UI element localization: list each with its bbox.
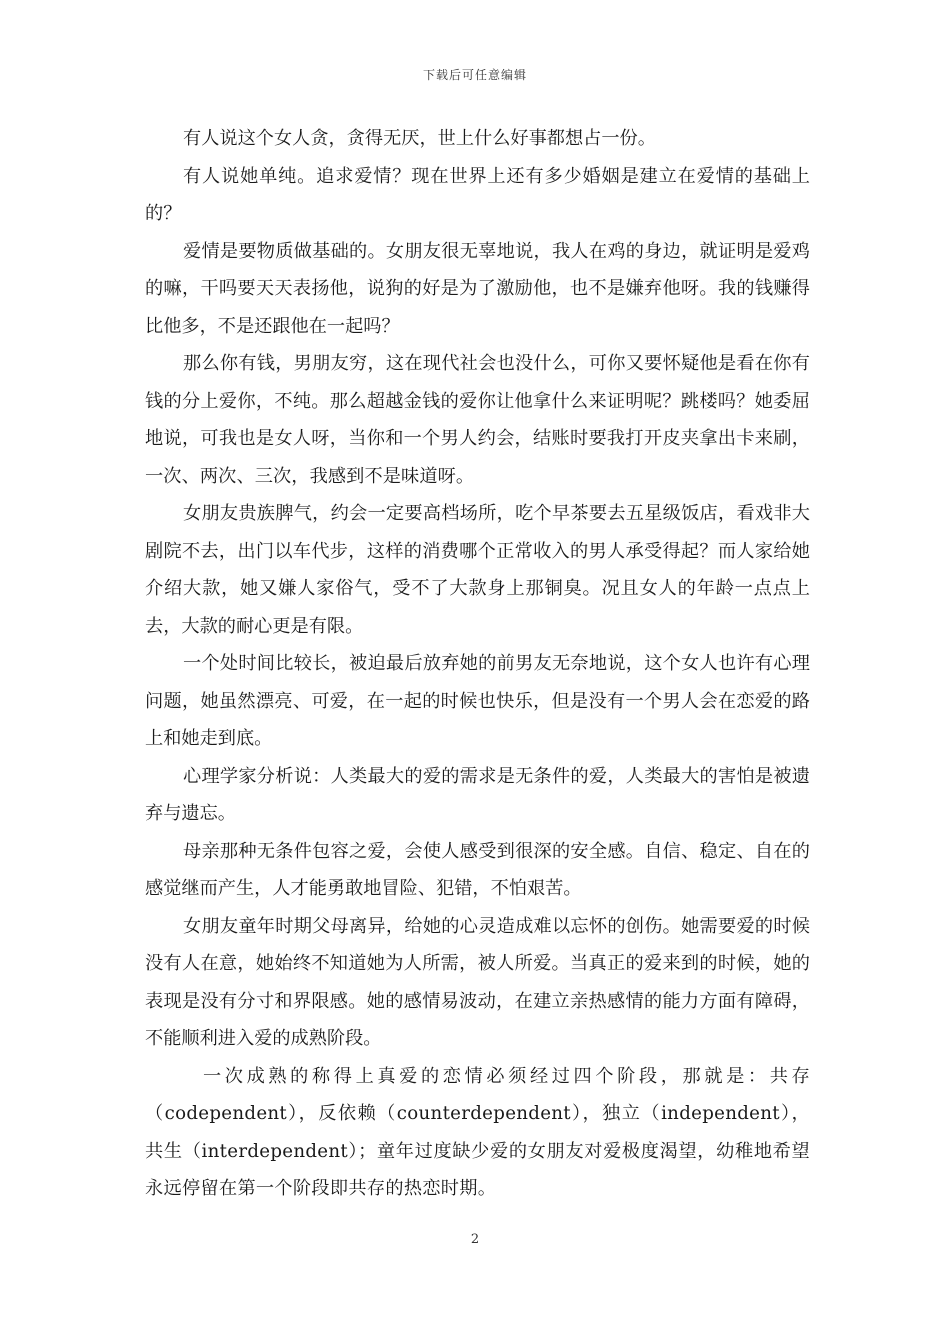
paragraph-1: 有人说这个女人贪，贪得无厌，世上什么好事都想占一份。 bbox=[183, 128, 656, 149]
paragraph-9: 女朋友童年时期父母离异，给她的心灵造成难以忘怀的创伤。她需要爱的时候没有人在意，她始终不知道她为人所需，被人所爱。当真正的爱来到的时候，她的表现是没有分寸和界限感。她的感情易波动，在建立亲热感情的能力方面有障碍，不能顺利进入爱的成熟阶段。 bbox=[145, 915, 810, 1049]
paragraph-3: 爱情是要物质做基础的。女朋友很无辜地说，我人在鸡的身边，就证明是爱鸡的嘛，干吗要天天表扬他，说狗的好是为了激励他，也不是嫌弃他呀。我的钱赚得比他多，不是还跟他在一起吗？ bbox=[145, 240, 810, 337]
paragraph-2: 有人说她单纯。追求爱情？现在世界上还有多少婚姻是建立在爱情的基础上的？ bbox=[145, 165, 810, 224]
paragraph-5: 女朋友贵族脾气，约会一定要高档场所，吃个早茶要去五星级饭店，看戏非大剧院不去，出门以车代步，这样的消费哪个正常收入的男人承受得起？而人家给她介绍大款，她又嫌人家俗气，受不了大款身上那铜臭。况且女人的年龄一点点上去，大款的耐心更是有限。 bbox=[145, 503, 810, 637]
paragraph-7: 心理学家分析说：人类最大的爱的需求是无条件的爱，人类最大的害怕是被遗弃与遗忘。 bbox=[145, 765, 810, 824]
page-header: 下载后可任意编辑 bbox=[422, 68, 527, 82]
paragraph-4: 那么你有钱，男朋友穷，这在现代社会也没什么，可你又要怀疑他是看在你有钱的分上爱你，不纯。那么超越金钱的爱你让他拿什么来证明呢？跳楼吗？她委屈地说，可我也是女人呀，当你和一个男人约会，结账时要我打开皮夹拿出卡来刷，一次、两次、三次，我感到不是味道呀。 bbox=[145, 353, 810, 487]
paragraph-6: 一个处时间比较长，被迫最后放弃她的前男友无奈地说，这个女人也许有心理问题，她虽然漂亮、可爱，在一起的时候也快乐，但是没有一个男人会在恋爱的路上和她走到底。 bbox=[145, 653, 810, 749]
paragraph-8: 母亲那种无条件包容之爱，会使人感受到很深的安全感。自信、稳定、自在的感觉继而产生，人才能勇敢地冒险、犯错，不怕艰苦。 bbox=[145, 840, 810, 899]
page-number: 2 bbox=[470, 1232, 480, 1247]
article-body bbox=[145, 120, 810, 1208]
paragraph-10: 一次成熟的称得上真爱的恋情必须经过四个阶段，那就是：共存（codependent），反依赖（counterdependent），独立（independent），共生（interdependent）；童年过度缺少爱的女朋友对爱极度渴望，幼稚地希望永远停留在第一个阶段即共存的热恋时期。 bbox=[145, 1065, 810, 1199]
